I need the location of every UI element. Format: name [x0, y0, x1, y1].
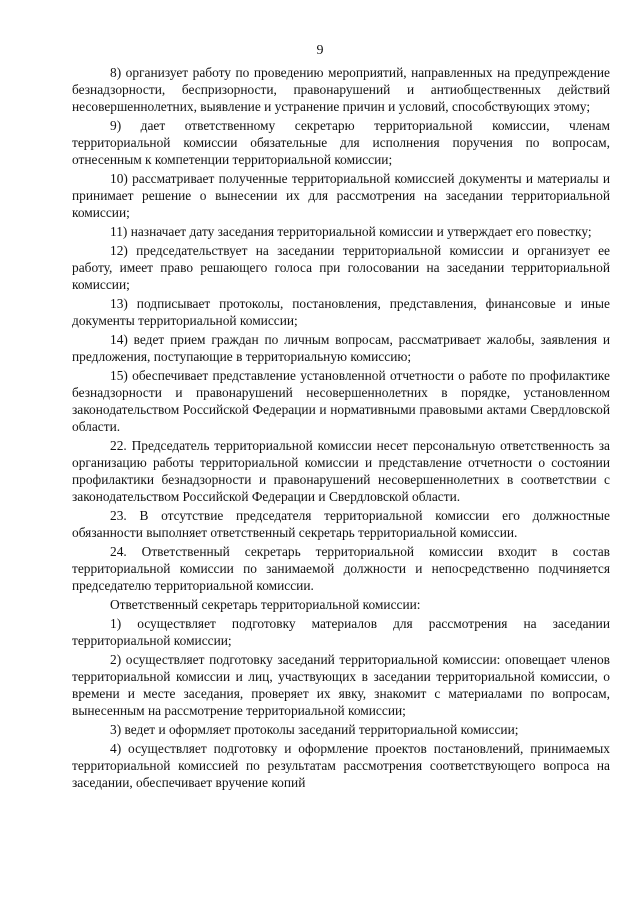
paragraph-10: 10) рассматривает полученные территориальной комиссией документы и материалы и принимает решение о вынесении их для рассмотрения на заседании территориальной комиссии;: [72, 171, 610, 220]
secretary-duty-1: 1) осуществляет подготовку материалов для рассмотрения на заседании территориальной комиссии;: [72, 616, 610, 648]
document-body: [72, 40, 610, 793]
paragraph-12: 12) председательствует на заседании территориальной комиссии и организует ее работу, имеет право решающего голоса при голосовании на заседании территориальной комиссии;: [72, 243, 610, 292]
secretary-duties-heading: Ответственный секретарь территориальной комиссии:: [110, 597, 421, 612]
paragraph-14: 14) ведет прием граждан по личным вопросам, рассматривает жалобы, заявления и предложения, поступающие в территориальную комиссию;: [72, 332, 610, 364]
paragraph-15: 15) обеспечивает представление установленной отчетности о работе по профилактике безнадзорности и правонарушений несовершеннолетних в порядке, установленном законодательством Российской Федерации и нормативными правовыми актами Свердловской области.: [72, 368, 610, 434]
paragraph-13: 13) подписывает протоколы, постановления, представления, финансовые и иные документы территориальной комиссии;: [72, 296, 610, 328]
clause-24: 24. Ответственный секретарь территориальной комиссии входит в состав территориальной комиссии по занимаемой должности и непосредственно подчиняется председателю территориальной комиссии.: [72, 544, 610, 593]
paragraph-11: 11) назначает дату заседания территориальной комиссии и утверждает его повестку;: [110, 224, 592, 239]
paragraph-9: 9) дает ответственному секретарю территориальной комиссии, членам территориальной комиссии обязательные для исполнения поручения по вопросам, отнесенным к компетенции территориальной комиссии;: [72, 118, 610, 167]
page-number: 9: [316, 43, 324, 58]
paragraph-8: 8) организует работу по проведению мероприятий, направленных на предупреждение безнадзорности, беспризорности, правонарушений и антиобщественных действий несовершеннолетних, выявление и устранение причин и условий, способствующих этому;: [72, 65, 610, 114]
secretary-duty-3: 3) ведет и оформляет протоколы заседаний территориальной комиссии;: [110, 722, 519, 737]
secretary-duty-2: 2) осуществляет подготовку заседаний территориальной комиссии: оповещает членов территориальной комиссии и лиц, участвующих в заседании территориальной комиссии, о времени и месте заседания, проверяет их явку, знакомит с материалами по вопросам, вынесенным на рассмотрение территориальной комиссии;: [72, 652, 610, 718]
clause-23: 23. В отсутствие председателя территориальной комиссии его должностные обязанности выполняет ответственный секретарь территориальной комиссии.: [72, 508, 610, 540]
secretary-duty-4: 4) осуществляет подготовку и оформление проектов постановлений, принимаемых территориальной комиссией по результатам рассмотрения соответствующего вопроса на заседании, обеспечивает вручение копий: [72, 741, 610, 790]
clause-22: 22. Председатель территориальной комиссии несет персональную ответственность за организацию работы территориальной комиссии и представление отчетности о состоянии профилактики безнадзорности и правонарушений несовершеннолетних в соответствии с законодательством Российской Федерации и Свердловской области.: [72, 438, 610, 504]
